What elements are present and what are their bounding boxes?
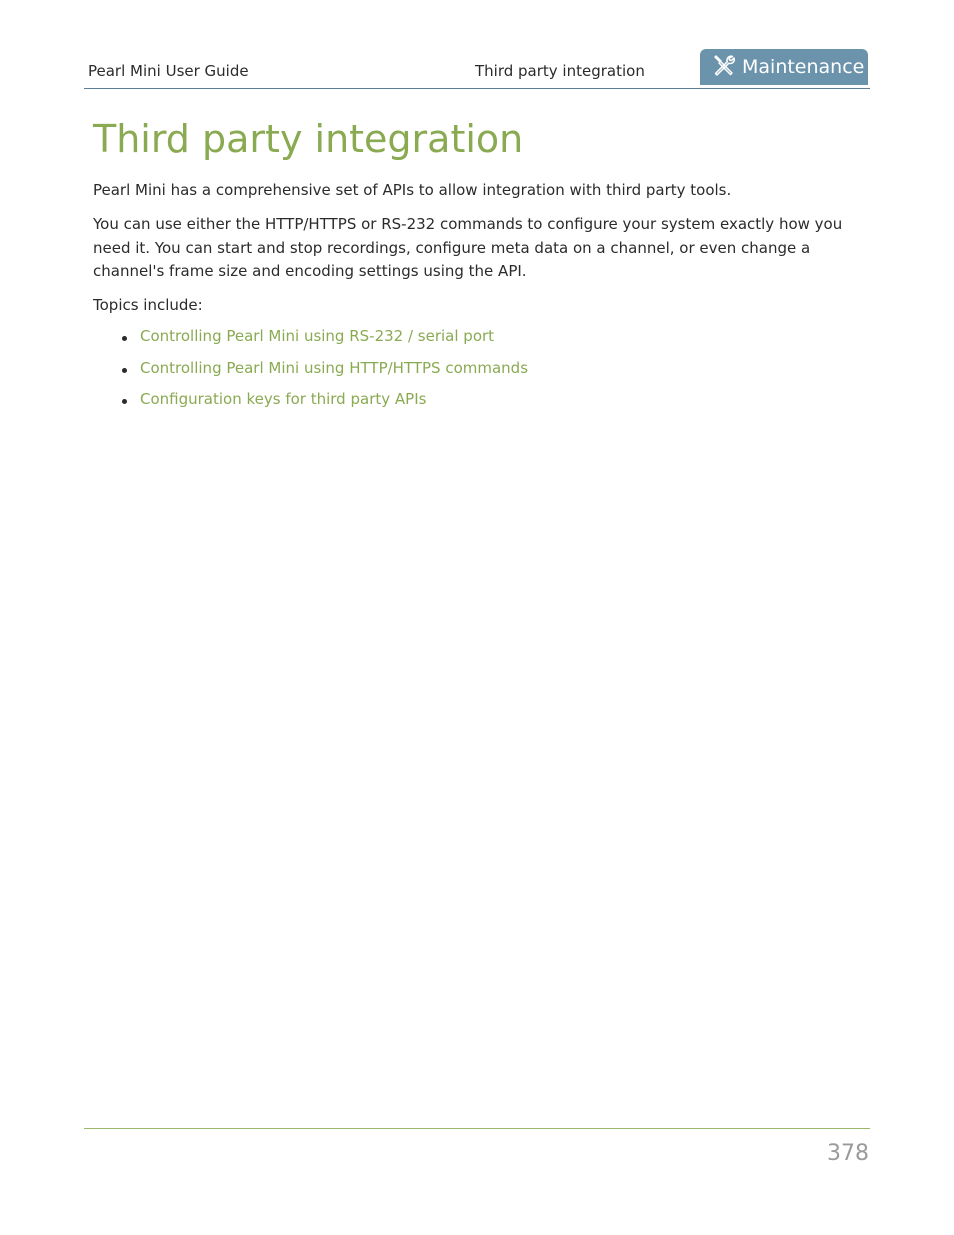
maintenance-tab[interactable] — [700, 49, 868, 85]
api-description-paragraph: You can use either the HTTP/HTTPS or RS-232 commands to configure your system exactly how you need it. You can start and stop recordings, configure meta data on a channel, or even change a channel's frame size and encoding settings using the API. — [93, 215, 843, 280]
intro-paragraph: Pearl Mini has a comprehensive set of APIs to allow integration with third party tools. — [93, 181, 732, 199]
maintenance-tab-label: Maintenance — [742, 56, 865, 78]
list-item — [122, 357, 528, 389]
bullet-icon — [122, 368, 127, 373]
list-item — [122, 388, 528, 420]
topics-heading: Topics include: — [93, 296, 203, 314]
topic-link-http-commands[interactable]: Controlling Pearl Mini using HTTP/HTTPS commands — [140, 358, 529, 377]
page-title: Third party integration — [93, 117, 524, 161]
topic-link-rs232[interactable]: Controlling Pearl Mini using RS-232 / serial port — [140, 327, 495, 345]
page-number: 378 — [827, 1141, 869, 1166]
topic-list — [122, 325, 528, 420]
section-title: Third party integration — [475, 62, 645, 80]
tools-icon — [712, 53, 742, 81]
list-item — [122, 325, 528, 357]
bullet-icon — [122, 399, 127, 404]
guide-title: Pearl Mini User Guide — [88, 62, 249, 80]
topic-link-configuration-keys[interactable]: Configuration keys for third party APIs — [140, 390, 427, 408]
footer-divider — [84, 1128, 870, 1129]
page-header — [84, 48, 870, 89]
bullet-icon — [122, 336, 127, 341]
